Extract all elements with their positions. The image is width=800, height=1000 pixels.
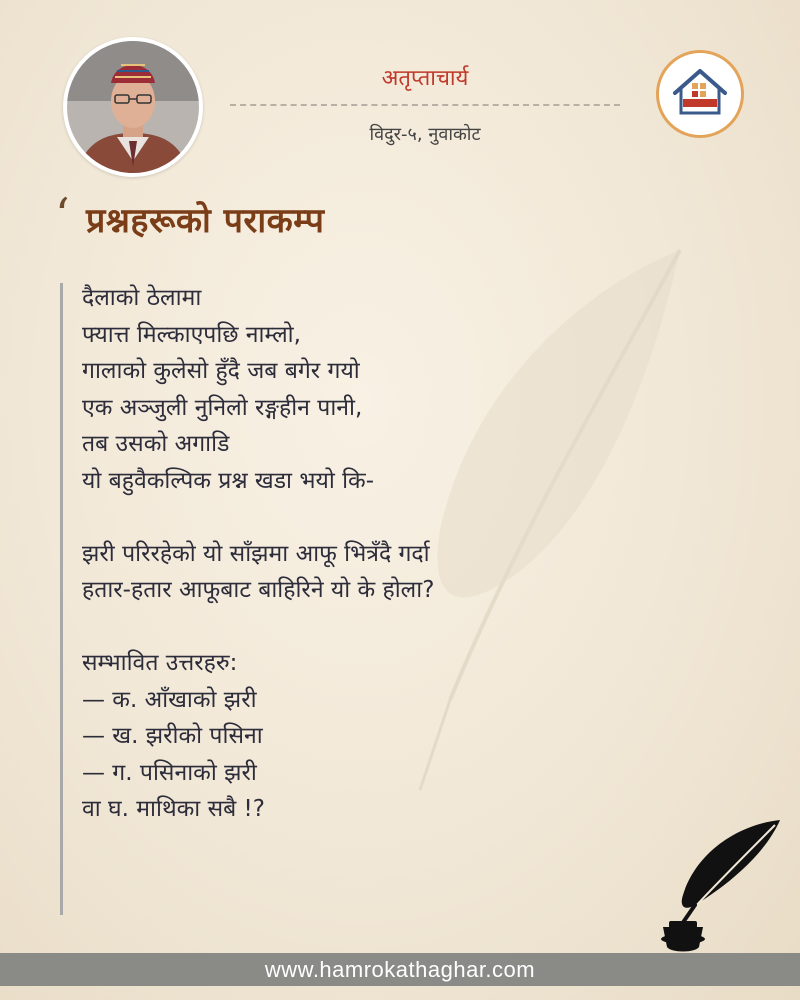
poem-line: वा घ. माथिका सबै !? <box>82 796 265 822</box>
poem-line: — ख. झरीको पसिना <box>82 723 263 749</box>
poem-side-bar <box>60 283 63 915</box>
poem-line: — क. आँखाको झरी <box>82 686 257 713</box>
website-link[interactable]: www.hamrokathaghar.com <box>264 957 536 982</box>
header-divider <box>230 104 620 106</box>
author-place: विदुर-५, नुवाकोट <box>369 124 481 145</box>
poem-line: यो बहुवैकल्पिक प्रश्न खडा भयो कि- <box>82 467 375 494</box>
quote-mark-icon: ‘ <box>55 188 70 242</box>
poem-line: झरी परिरहेको यो साँझमा आफू भित्रँदै गर्दा <box>82 540 430 567</box>
hamrokathaghar-logo <box>656 50 744 138</box>
stanza-gap <box>82 609 682 646</box>
poem-line: दैलाको ठेलामा <box>82 285 202 311</box>
poem-line: गालाको कुलेसो हुँदै जब बगेर गयो <box>82 358 360 384</box>
house-logo-icon <box>659 53 741 135</box>
author-avatar <box>63 37 203 177</box>
poem-line: फ्यात्त मिल्काएपछि नाम्लो, <box>82 321 301 348</box>
poem-line: तब उसको अगाडि <box>82 431 230 457</box>
poem-body <box>82 280 682 828</box>
poem-line: — ग. पसिनाको झरी <box>82 759 257 786</box>
stanza-gap <box>82 499 682 536</box>
poem-title: प्रश्नहरूको पराकम्प <box>86 201 325 241</box>
author-photo <box>67 41 199 173</box>
poem-line: हतार-हतार आफूबाट बाहिरिने यो के होला? <box>82 577 435 603</box>
author-name: अतृप्ताचार्य <box>381 66 469 91</box>
poem-line: सम्भावित उत्तरहरु: <box>82 650 238 676</box>
poem-line: एक अञ्जुली नुनिलो रङ्गहीन पानी, <box>82 394 363 421</box>
footer-bar <box>0 953 800 986</box>
quill-inkpot-icon <box>655 815 785 955</box>
